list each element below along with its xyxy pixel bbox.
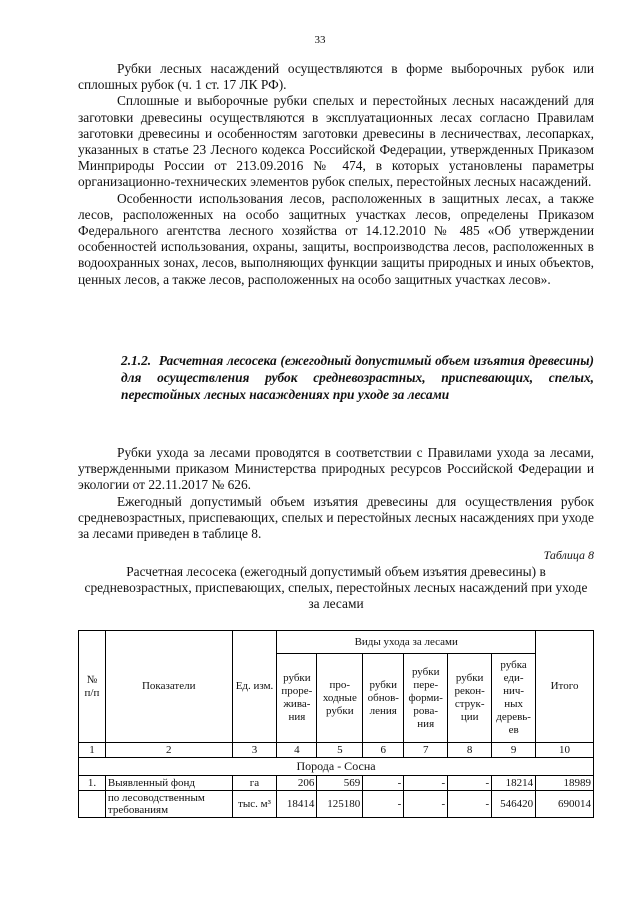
- column-number: 8: [448, 743, 492, 758]
- header-num: № п/п: [79, 631, 106, 743]
- table-header-row: [79, 631, 594, 654]
- cell: 206: [277, 776, 317, 791]
- species-label: Порода - Сосна: [79, 758, 594, 776]
- paragraph: Сплошные и выборочные рубки спелых и перестойных лесных насаждений для заготовки древесины осуществляются в эксплуатационных лесах согласно Правилам заготовки древесины и особенностям заготовки древесины в лесничествах, лесопарках, указанных в статье 23 Лесного кодекса Российской Федерации, утвержденных Приказом Минприроды России от 213.09.2016 № 474, в которых установлены параметры организационно-технических элементов рубок спелых, перестойных лесных насаждений.: [78, 93, 594, 190]
- cell: -: [448, 776, 492, 791]
- paragraph: Рубки лесных насаждений осуществляются в форме выборочных рубок или сплошных рубок (ч. 1 ст. 17 ЛК РФ).: [78, 61, 594, 93]
- allowable-cut-table: [78, 630, 594, 818]
- cell: -: [448, 791, 492, 818]
- column-number: 3: [232, 743, 277, 758]
- cell: 18214: [492, 776, 536, 791]
- header-type: рубки рекон-струк-ции: [448, 654, 492, 743]
- species-row: [79, 758, 594, 776]
- table-caption: Таблица 8: [543, 548, 594, 562]
- cell: 546420: [492, 791, 536, 818]
- header-type: про-ходные рубки: [317, 654, 363, 743]
- column-number: 2: [105, 743, 232, 758]
- cell: Выявленный фонд: [105, 776, 232, 791]
- section-heading: [121, 352, 594, 403]
- table-row: [79, 791, 594, 818]
- column-number: 10: [536, 743, 594, 758]
- cell: по лесоводственным требованиям: [105, 791, 232, 818]
- table-row: [79, 776, 594, 791]
- cell: 569: [317, 776, 363, 791]
- cell: -: [363, 776, 404, 791]
- column-number: 5: [317, 743, 363, 758]
- column-number: 6: [363, 743, 404, 758]
- cell: -: [404, 776, 448, 791]
- paragraph: Особенности использования лесов, расположенных в защитных лесах, а также лесов, расположенных на особо защитных участках лесов, определены Приказом Федерального агентства лесного хозяйства от 14.12.2010 № 485 «Об утверждении особенностей использования, охраны, защиты, воспроизводства лесов, расположенных в водоохранных зонах, лесов, выполняющих функции защиты природных и иных объектов, ценных лесов, а также лесов, расположенных на особо защитных участках лесов».: [78, 190, 594, 287]
- column-number: 1: [79, 743, 106, 758]
- column-number: 7: [404, 743, 448, 758]
- cell: [79, 791, 106, 818]
- header-type: рубки проре-жива-ния: [277, 654, 317, 743]
- cell: 690014: [536, 791, 594, 818]
- header-care-types: Виды ухода за лесами: [277, 631, 536, 654]
- header-type: рубки пере-форми-рова-ния: [404, 654, 448, 743]
- header-indicators: Показатели: [105, 631, 232, 743]
- cell: 1.: [79, 776, 106, 791]
- column-number-row: [79, 743, 594, 758]
- table-title: Расчетная лесосека (ежегодный допустимый объем изъятия древесины) в средневозрастных, приспевающих, спелых, перестойных лесных насаждений при уходе за лесами: [84, 564, 588, 612]
- cell: тыс. м³: [232, 791, 277, 818]
- cell: -: [404, 791, 448, 818]
- header-unit: Ед. изм.: [232, 631, 277, 743]
- cell: га: [232, 776, 277, 791]
- paragraph: Ежегодный допустимый объем изъятия древесины для осуществления рубок средневозрастных, приспевающих, спелых и перестойных лесных насаждениях при уходе за лесами приведен в таблице 8.: [78, 493, 594, 542]
- header-type: рубка еди-нич-ных деревь-ев: [492, 654, 536, 743]
- header-type: рубки обнов-ления: [363, 654, 404, 743]
- page-number: 33: [314, 34, 326, 46]
- cell: 125180: [317, 791, 363, 818]
- paragraph: Рубки ухода за лесами проводятся в соответствии с Правилами ухода за лесами, утвержденными приказом Министерства природных ресурсов Российской Федерации и экологии от 22.11.2017 № 626.: [78, 445, 594, 493]
- cell: -: [363, 791, 404, 818]
- section-number: 2.1.2.: [121, 353, 152, 368]
- column-number: 9: [492, 743, 536, 758]
- section-title: Расчетная лесосека (ежегодный допустимый объем изъятия древесины) для осуществления рубок средневозрастных, приспевающих, спелых, перестойных лесных насаждениях при уходе за лесами: [121, 353, 594, 402]
- cell: 18989: [536, 776, 594, 791]
- column-number: 4: [277, 743, 317, 758]
- body-text-1: [78, 61, 594, 288]
- body-text-2: [78, 445, 594, 542]
- cell: 18414: [277, 791, 317, 818]
- header-total: Итого: [536, 631, 594, 743]
